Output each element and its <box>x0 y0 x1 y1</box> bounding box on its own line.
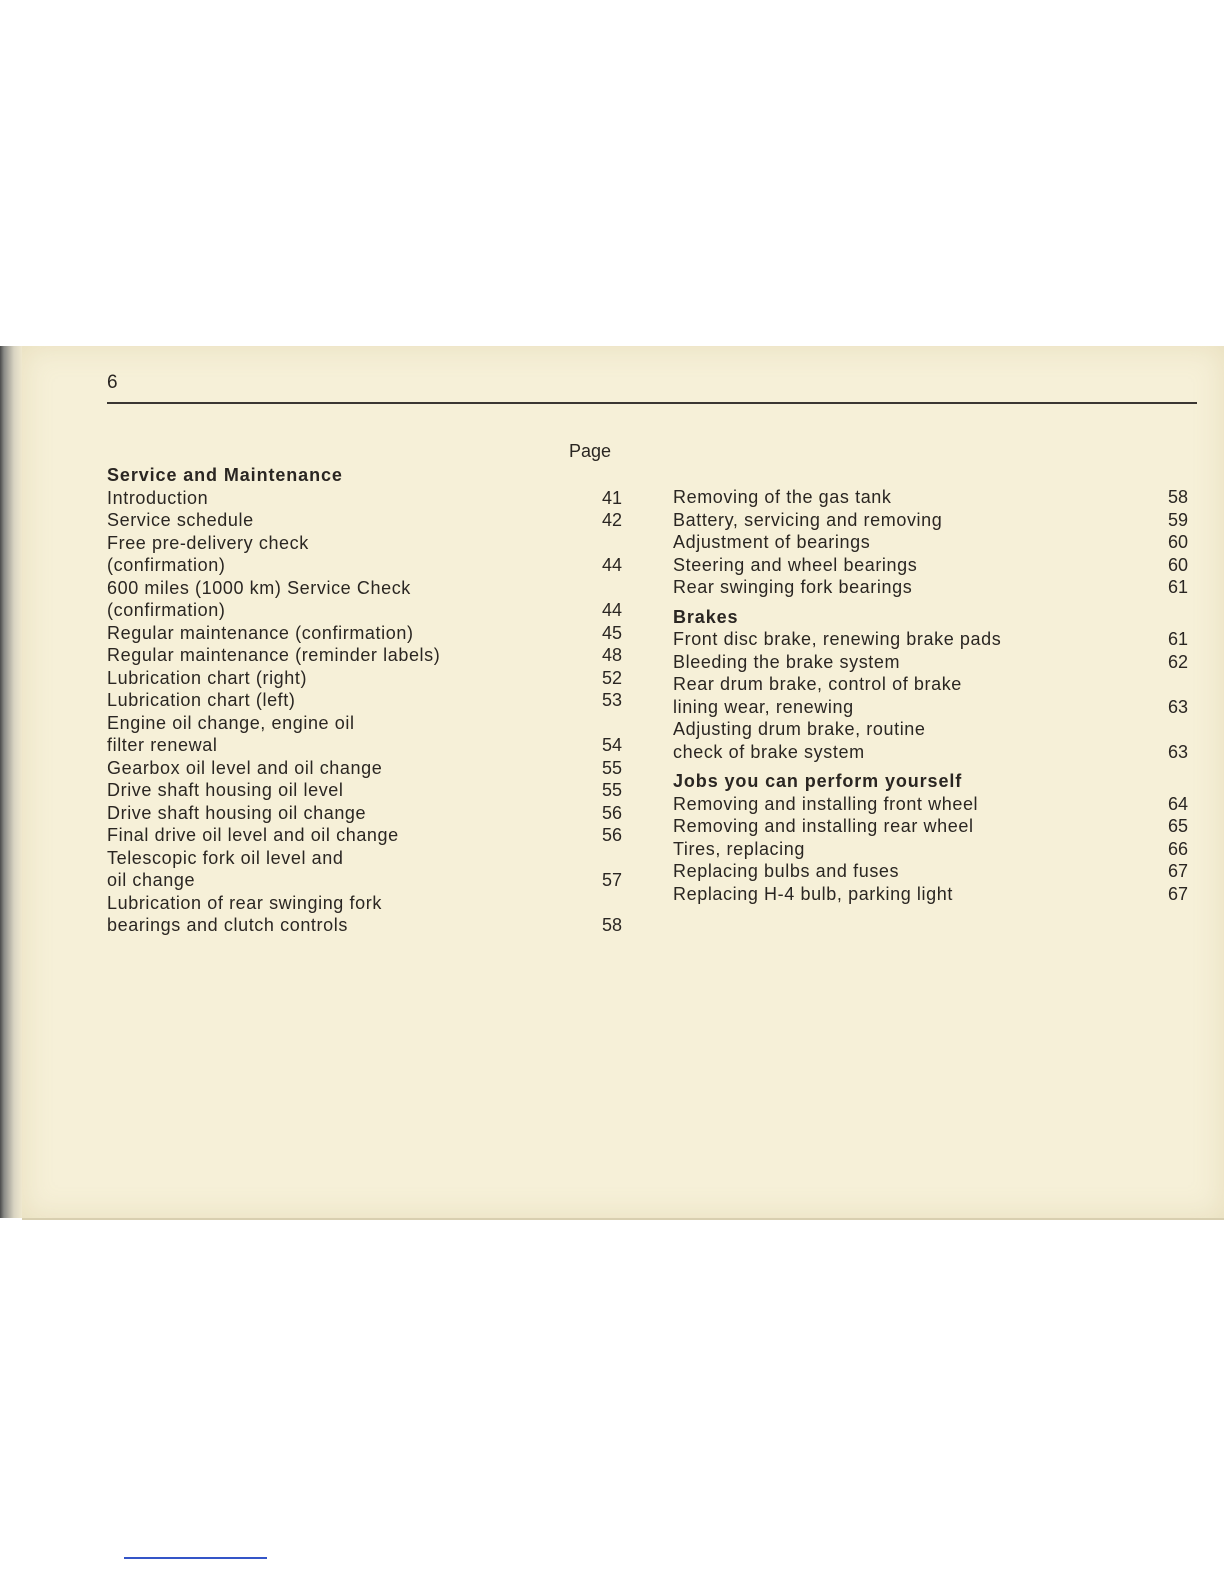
toc-entry-text: lining wear, renewing <box>673 696 854 717</box>
toc-entry-page: 63 <box>1167 696 1188 717</box>
toc-entry-text: oil change <box>107 870 196 890</box>
toc-entry <box>107 622 622 645</box>
toc-entry-page: 60 <box>1167 554 1188 575</box>
section-heading: Jobs you can perform yourself <box>673 771 963 791</box>
toc-entry-text: Telescopic fork oil level and <box>107 847 344 868</box>
header-rule <box>107 402 1197 404</box>
toc-entry-text: Front disc brake, renewing brake pads <box>673 629 1002 649</box>
toc-entry <box>107 667 622 690</box>
toc-entry-text: Steering and wheel bearings <box>673 554 918 575</box>
toc-entry-page: 59 <box>1167 509 1188 530</box>
toc-entry-page: 56 <box>601 825 622 845</box>
toc-entry <box>673 860 1188 883</box>
toc-entry-text: check of brake system <box>673 741 865 762</box>
toc-entry-text: Regular maintenance (confirmation) <box>107 622 414 643</box>
toc-entry <box>107 712 622 757</box>
toc-entry-page: 41 <box>601 487 622 508</box>
toc-entry-text: Lubrication chart (left) <box>107 690 296 710</box>
toc-entry <box>107 824 622 847</box>
toc-entry <box>673 554 1188 577</box>
toc-entry-page: 54 <box>601 735 622 755</box>
toc-entry-text: Engine oil change, engine oil <box>107 712 355 733</box>
toc-entry <box>107 487 622 510</box>
toc-entry-text: Service schedule <box>107 510 254 530</box>
toc-entry-text: Adjusting drum brake, routine <box>673 719 926 739</box>
toc-entry <box>673 576 1188 599</box>
toc-entry-text: Adjustment of bearings <box>673 532 871 552</box>
toc-entry <box>107 847 622 892</box>
toc-entry-page: 48 <box>601 645 622 665</box>
toc-entry-page: 55 <box>601 780 622 800</box>
toc-entry <box>107 689 622 712</box>
toc-entry-text: Drive shaft housing oil change <box>107 802 367 823</box>
toc-entry <box>673 883 1188 906</box>
toc-entry-page: 44 <box>601 555 622 575</box>
toc-entry <box>673 651 1188 674</box>
toc-entries-left <box>107 487 622 937</box>
toc-entry <box>107 779 622 802</box>
toc-entry-text: Lubrication chart (right) <box>107 667 308 688</box>
toc-entry-text: Removing and installing rear wheel <box>673 816 974 836</box>
toc-entry-page: 60 <box>1167 532 1188 552</box>
toc-entry <box>107 802 622 825</box>
toc-entry <box>673 718 1188 763</box>
toc-entry-text: Introduction <box>107 487 209 508</box>
toc-group <box>673 770 1188 905</box>
toc-entry-page: 55 <box>601 757 622 778</box>
toc-entry <box>673 509 1188 532</box>
toc-entry-text: Removing and installing front wheel <box>673 793 979 814</box>
toc-entry-text: Final drive oil level and oil change <box>107 825 399 845</box>
toc-entry-page: 66 <box>1167 838 1188 859</box>
page-column-header: Page <box>569 441 612 461</box>
toc-entry-text: Battery, servicing and removing <box>673 509 943 530</box>
section-heading: Brakes <box>673 606 739 627</box>
toc-entry-page: 67 <box>1167 861 1188 881</box>
toc-entry-text: Bleeding the brake system <box>673 651 901 672</box>
toc-entry-page: 42 <box>601 510 622 530</box>
toc-entry-text: Removing of the gas tank <box>673 487 892 507</box>
toc-entry <box>107 892 622 937</box>
toc-entry <box>673 531 1188 554</box>
section-heading: Service and Maintenance <box>107 465 343 485</box>
toc-entry-page: 53 <box>601 690 622 710</box>
toc-entry <box>673 628 1188 651</box>
toc-entry <box>107 644 622 667</box>
toc-entry <box>107 532 622 577</box>
toc-entry <box>673 673 1188 718</box>
toc-entry-text: Replacing bulbs and fuses <box>673 861 900 881</box>
toc-entry-page: 58 <box>1167 487 1188 507</box>
toc-entry-page: 56 <box>601 802 622 823</box>
toc-entry-page: 62 <box>1167 651 1188 672</box>
toc-entry-text: Rear drum brake, control of brake <box>673 674 962 694</box>
toc-entry-page: 58 <box>601 915 622 935</box>
toc-entry <box>107 509 622 532</box>
page-number: 6 <box>107 372 118 393</box>
toc-entry-page: 52 <box>601 667 622 688</box>
toc-entry-text: Replacing H-4 bulb, parking light <box>673 883 953 904</box>
toc-entry <box>107 757 622 780</box>
toc-entry-text: Gearbox oil level and oil change <box>107 757 383 778</box>
bottom-underline <box>124 1557 267 1559</box>
toc-entry-page: 45 <box>601 622 622 643</box>
toc-entry-text: Tires, replacing <box>673 838 805 859</box>
toc-group <box>673 486 1188 599</box>
toc-entry-page: 61 <box>1167 629 1188 649</box>
toc-entry <box>673 838 1188 861</box>
toc-entry-text: Free pre-delivery check <box>107 532 309 553</box>
toc-entry-page: 61 <box>1167 577 1188 597</box>
toc-entry-text: Regular maintenance (reminder labels) <box>107 645 441 665</box>
toc-entry-text: Lubrication of rear swinging fork <box>107 892 382 913</box>
toc-entry-page: 67 <box>1167 883 1188 904</box>
toc-entry-text: Rear swinging fork bearings <box>673 577 913 597</box>
toc-entry-page: 63 <box>1167 741 1188 762</box>
toc-entry-text: bearings and clutch controls <box>107 915 348 935</box>
toc-entry <box>673 793 1188 816</box>
toc-entry-text: 600 miles (1000 km) Service Check <box>107 577 411 598</box>
toc-entry <box>107 577 622 622</box>
toc-entry-page: 65 <box>1167 816 1188 836</box>
toc-left-column <box>107 464 622 937</box>
toc-entry-text: (confirmation) <box>107 600 226 620</box>
toc-entry-text: filter renewal <box>107 735 218 755</box>
toc-entry-text: Drive shaft housing oil level <box>107 780 344 800</box>
toc-entry-page: 57 <box>601 870 622 890</box>
book-spine-shadow <box>0 346 22 1218</box>
toc-entry-page: 44 <box>601 600 622 620</box>
toc-entry <box>673 815 1188 838</box>
toc-entry-page: 64 <box>1167 793 1188 814</box>
toc-group <box>673 606 1188 764</box>
toc-right-column <box>673 486 1188 905</box>
toc-entry <box>673 486 1188 509</box>
toc-entry-text: (confirmation) <box>107 555 226 575</box>
